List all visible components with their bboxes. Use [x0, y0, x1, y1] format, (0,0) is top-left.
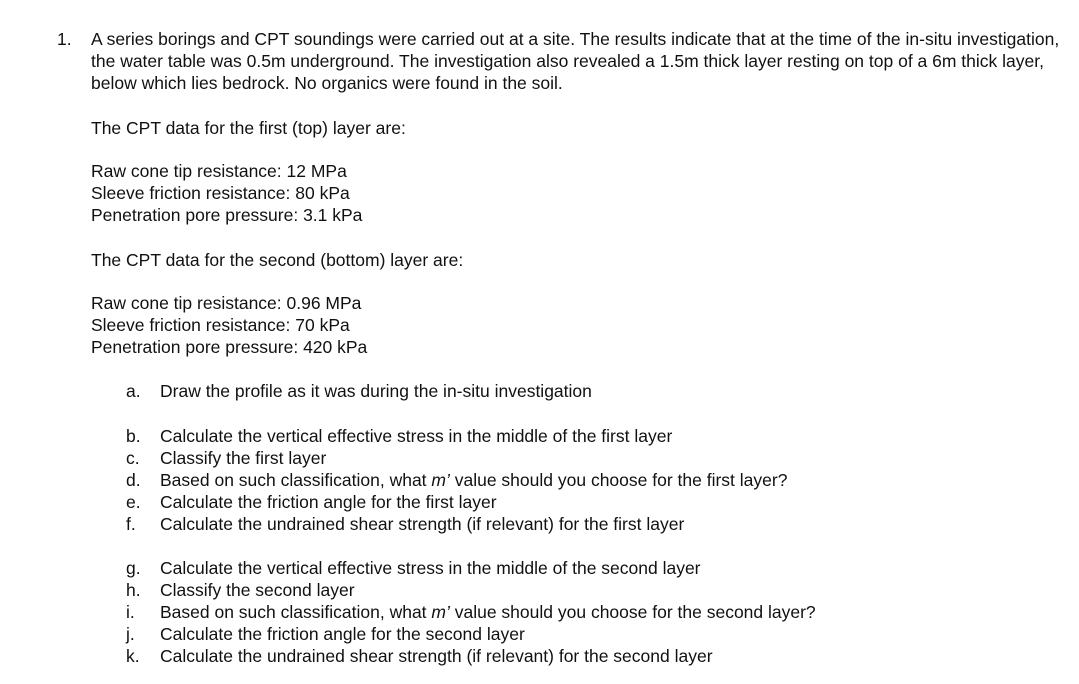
part-a-group: [126, 380, 592, 402]
part-e: [126, 491, 787, 513]
part-a-text: Draw the profile as it was during the in-situ investigation: [160, 381, 592, 401]
part-c-text: Classify the first layer: [160, 448, 327, 468]
part-k: [126, 645, 816, 667]
layer2-heading-block: [91, 249, 463, 271]
part-b-text: Calculate the vertical effective stress in the middle of the first layer: [160, 426, 673, 446]
part-d-post: value should you choose for the first layer?: [449, 470, 788, 490]
layer2-tip-resistance: Raw cone tip resistance: 0.96 MPa: [91, 293, 362, 313]
layer2-cpt-data: [91, 292, 367, 358]
layer2-heading: The CPT data for the second (bottom) layer are:: [91, 250, 464, 270]
part-a-letter: a.: [126, 381, 141, 401]
question-number: 1.: [57, 29, 72, 49]
layer2-sleeve-friction: Sleeve friction resistance: 70 kPa: [91, 315, 350, 335]
part-b-f-group: [126, 425, 787, 535]
part-d-letter: d.: [126, 470, 141, 490]
part-h-letter: h.: [126, 580, 141, 600]
part-g: [126, 557, 816, 579]
part-g-text: Calculate the vertical effective stress in the middle of the second layer: [160, 558, 701, 578]
layer1-cpt-data: [91, 160, 362, 226]
part-j: [126, 623, 816, 645]
part-b-letter: b.: [126, 426, 141, 446]
part-i: [126, 601, 816, 623]
part-c-letter: c.: [126, 448, 140, 468]
part-d: [126, 469, 787, 491]
part-c: [126, 447, 787, 469]
part-i-variable: m’: [431, 602, 450, 622]
layer1-pore-pressure: Penetration pore pressure: 3.1 kPa: [91, 205, 363, 225]
part-d-variable: m’: [431, 470, 450, 490]
part-h: [126, 579, 816, 601]
part-i-letter: i.: [126, 602, 135, 622]
part-e-text: Calculate the friction angle for the first layer: [160, 492, 497, 512]
layer1-heading-block: [91, 117, 406, 139]
part-k-letter: k.: [126, 646, 140, 666]
part-i-text: [160, 601, 816, 623]
part-f-text: Calculate the undrained shear strength (if relevant) for the first layer: [160, 514, 685, 534]
part-g-letter: g.: [126, 558, 141, 578]
part-e-letter: e.: [126, 492, 141, 512]
layer1-tip-resistance: Raw cone tip resistance: 12 MPa: [91, 161, 347, 181]
part-j-text: Calculate the friction angle for the second layer: [160, 624, 525, 644]
part-i-post: value should you choose for the second layer?: [449, 602, 816, 622]
question-intro: A series borings and CPT soundings were carried out at a site. The results indicate that at the time of the in-situ investigation, the water table was 0.5m underground. The investigation also revealed a 1.5m thick layer resting on top of a 6m thick layer, below which lies bedrock. No organics were found in the soil.: [91, 29, 1060, 93]
part-d-text: [160, 469, 787, 491]
part-g-k-group: [126, 557, 816, 667]
layer1-heading: The CPT data for the first (top) layer are:: [91, 118, 406, 138]
part-b: [126, 425, 787, 447]
part-i-pre: Based on such classification, what: [160, 602, 432, 622]
layer2-pore-pressure: Penetration pore pressure: 420 kPa: [91, 337, 368, 357]
part-d-pre: Based on such classification, what: [160, 470, 432, 490]
part-f-letter: f.: [126, 514, 136, 534]
part-h-text: Classify the second layer: [160, 580, 355, 600]
part-j-letter: j.: [126, 624, 135, 644]
layer1-sleeve-friction: Sleeve friction resistance: 80 kPa: [91, 183, 350, 203]
part-k-text: Calculate the undrained shear strength (if relevant) for the second layer: [160, 646, 713, 666]
part-f: [126, 513, 787, 535]
part-a: [126, 380, 592, 402]
